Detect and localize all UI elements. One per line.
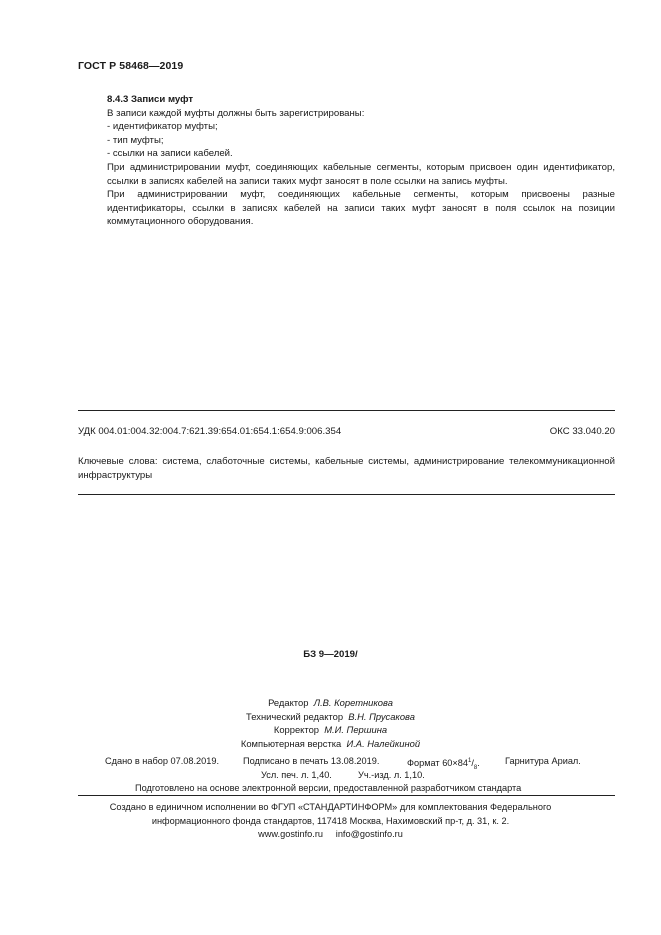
email-link[interactable]: info@gostinfo.ru (335, 829, 403, 840)
credit-tech-editor (0, 710, 661, 724)
credit-name: В.Н. Прусакова (348, 710, 415, 722)
credit-corrector (0, 723, 661, 737)
imprint-izd: Уч.-изд. л. 1,10. (358, 769, 425, 780)
credit-name: Л.В. Коретникова (313, 697, 393, 708)
credit-name: И.А. Налейкиной (346, 737, 421, 749)
imprint-pl: Усл. печ. л. 1,40. (261, 769, 332, 780)
bz-number: БЗ 9—2019/ (303, 649, 358, 660)
paragraph: При администрировании муфт, соединяющих кабельные сегменты, которым присвоены разные идентификаторы, ссылки в записях кабелей на записи таких муфт заносят в поля ссылок на позиции коммутационного оборудования. (107, 189, 615, 228)
divider (78, 494, 615, 495)
credit-editor (0, 696, 661, 710)
keywords: Ключевые слова: система, слаботочные системы, кабельные системы, администрирование телекоммуникационной инфраструктуры (78, 456, 615, 481)
section-title: 8.4.3 Записи муфт (107, 94, 194, 105)
imprint-format: Формат $60\times 84^1/_8$. (407, 758, 480, 771)
list-item: - тип муфты; (107, 134, 164, 146)
imprint-signed: Подписано в печать 13.08.2019. (243, 756, 380, 766)
credits (0, 696, 661, 750)
credit-label: Корректор (273, 724, 319, 735)
divider (78, 795, 615, 796)
imprint-prepared: Подготовлено на основе электронной версии, предоставленной разработчиком стандарта (135, 783, 522, 794)
list-item: - идентификатор муфты; (107, 121, 218, 133)
imprint (0, 755, 661, 796)
paragraph: При администрировании муфт, соединяющих кабельные сегменты, которым присвоен один идентификатор, ссылки в записях кабелей на записи таких муфт заносят в поле ссылки на запись муфты. (107, 161, 615, 187)
format-prefix: Формат 60×84 (407, 758, 468, 769)
divider (78, 410, 615, 411)
credit-label: Компьютерная верстка (240, 737, 342, 749)
credit-label: Редактор (268, 697, 309, 708)
document-header: ГОСТ Р 58468—2019 (78, 60, 184, 72)
credit-layout (0, 737, 661, 751)
footer-line: информационного фонда стандартов, 117418 Москва, Нахимовский пр-т, д. 31, к. 2. (151, 815, 510, 826)
section-intro: В записи каждой муфты должны быть зарегистрированы: (107, 107, 365, 119)
section-8-4-3 (78, 93, 615, 229)
credit-name: М.И. Першина (324, 724, 388, 735)
format-suffix: . (477, 758, 480, 769)
format-sup: 1 (468, 758, 472, 764)
oks-code: ОКС 33.040.20 (549, 426, 615, 437)
classification-row (78, 426, 615, 437)
website-link[interactable]: www.gostinfo.ru (258, 829, 324, 840)
format-sub: 8 (473, 764, 478, 771)
footer-line: Создано в единичном исполнении во ФГУП «СТАНДАРТИНФОРМ» для комплектования Федерального (109, 802, 552, 812)
imprint-font: Гарнитура Ариал. (505, 756, 581, 766)
udk-code: УДК 004.01:004.32:004.7:621.39:654.01:654.1:654.9:006.354 (78, 426, 342, 437)
list-item: - ссылки на записи кабелей. (107, 148, 233, 160)
footer-contacts (0, 828, 661, 842)
footer (0, 801, 661, 842)
credit-label: Технический редактор (246, 710, 344, 722)
imprint-sent: Сдано в набор 07.08.2019. (105, 756, 220, 766)
